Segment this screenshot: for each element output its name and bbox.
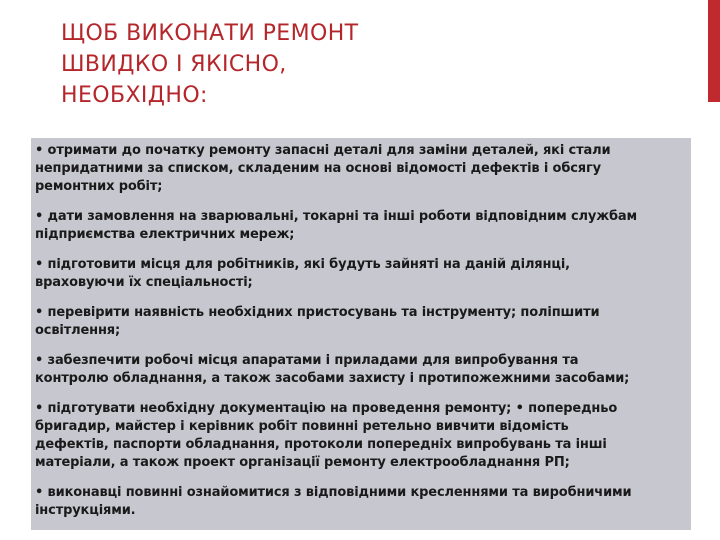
- bullet-item-4: [35, 304, 679, 340]
- bullet-line: • підготувати необхідну документацію на проведення ремонту; • попередньо: [35, 401, 618, 416]
- bullet-line: освітлення;: [35, 323, 121, 338]
- bullet-item-5: [35, 352, 679, 388]
- bullet-line: • підготовити місця для робітників, які будуть зайняті на даній ділянці,: [35, 257, 570, 272]
- bullet-line: • забезпечити робочі місця апаратами і приладами для випробування та: [35, 353, 579, 368]
- content-box: [31, 138, 691, 530]
- bullet-item-6: [35, 400, 679, 472]
- bullet-line: контролю обладнання, а також засобами захисту і протипожежними засобами;: [35, 371, 630, 386]
- bullet-item-1: [35, 142, 679, 196]
- bullet-line: • дати замовлення на зварювальні, токарні та інші роботи відповідним службам: [35, 209, 638, 224]
- title-line-1: ЩОБ ВИКОНАТИ РЕМОНТ: [61, 21, 359, 46]
- title-line-3: НЕОБХІДНО:: [61, 83, 208, 108]
- bullet-item-3: [35, 256, 679, 292]
- accent-bar: [708, 0, 720, 102]
- bullet-line: матеріали, а також проект організації ремонту електрообладнання РП;: [35, 455, 570, 470]
- bullet-line: • отримати до початку ремонту запасні деталі для заміни деталей, які стали: [35, 143, 611, 158]
- bullet-item-2: [35, 208, 679, 244]
- bullet-line: • виконавці повинні ознайомитися з відповідними кресленнями та виробничими: [35, 485, 632, 500]
- bullet-line: дефектів, паспорти обладнання, протоколи попередніх випробувань та інші: [35, 437, 607, 452]
- bullet-line: бригадир, майстер і керівник робіт повинні ретельно вивчити відомість: [35, 419, 569, 434]
- bullet-line: непридатними за списком, складеним на основі відомості дефектів і обсягу: [35, 161, 601, 176]
- bullet-item-7: [35, 484, 679, 520]
- bullet-line: інструкціями.: [35, 503, 136, 518]
- title-line-2: ШВИДКО І ЯКІСНО,: [61, 52, 287, 77]
- bullet-line: • перевірити наявність необхідних пристосувань та інструменту; поліпшити: [35, 305, 600, 320]
- bullet-line: враховуючи їх спеціальності;: [35, 275, 253, 290]
- bullet-line: ремонтних робіт;: [35, 179, 163, 194]
- bullet-line: підприємства електричних мереж;: [35, 227, 295, 242]
- slide-title: [61, 18, 621, 111]
